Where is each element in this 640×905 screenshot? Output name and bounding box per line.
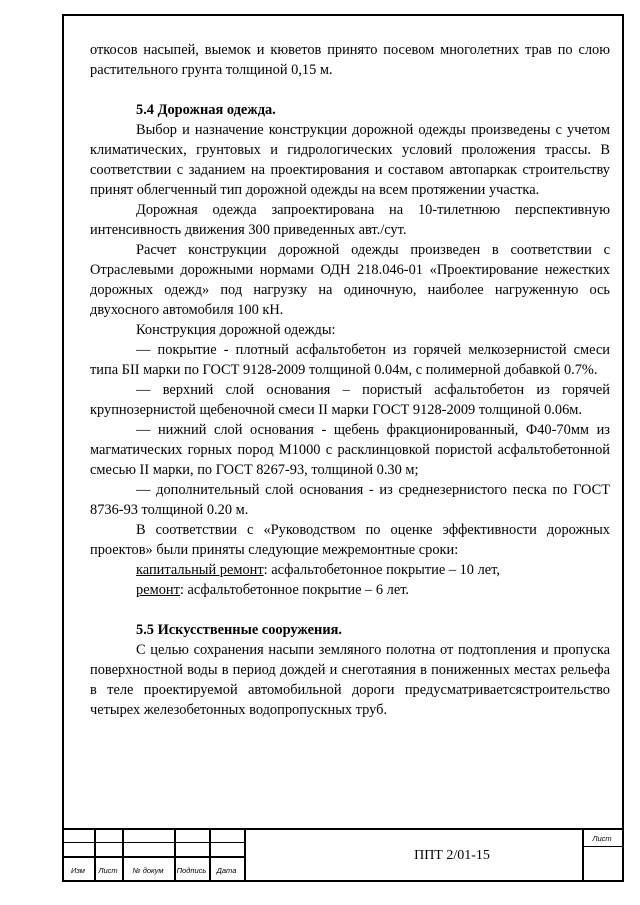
section-heading: 5.4 Дорожная одежда. <box>136 102 276 118</box>
repair-term: капитальный ремонт <box>136 562 264 578</box>
repair-text: : асфальтобетонное покрытие – 6 лет. <box>179 582 410 598</box>
paragraph: откосов насыпей, выемок и кюветов принято посевом многолетних трав по слою растительного грунта толщиной 0,15 м. <box>90 42 610 78</box>
section-heading: 5.5 Искусственные сооружения. <box>136 622 343 638</box>
paragraph: С целью сохранения насыпи земляного полотна от подтопления и пропуска поверхностной воды в период дождей и снеготаяния в пониженных местах рельефа в теле проектируемой автомобильной дороги предусматриваетсястроительство четырех железобетонных водопропускных труб. <box>90 642 610 718</box>
grid-line <box>62 842 244 843</box>
repair-term: ремонт <box>136 582 180 598</box>
col-doc-label: № докум <box>132 866 164 875</box>
repair-text: : асфальтобетонное покрытие – 10 лет, <box>263 562 500 578</box>
paragraph: Выбор и назначение конструкции дорожной одежды произведены с учетом климатических, грунтовых и гидрологических условий проложения трассы. В соответствии с заданием на проектирования и составом автопаркак строительству принят облегченный тип дорожной одежды на всем протяжении участка. <box>90 122 610 198</box>
list-item: — покрытие - плотный асфальтобетон из горячей мелкозернистой смеси типа БII марки по ГОСТ 9128-2009 толщиной 0.04м, с полимерной добавкой 0.7%. <box>90 342 610 378</box>
paragraph: Расчет конструкции дорожной одежды произведен в соответствии с Отраслевыми дорожными нормами ОДН 218.046-01 «Проектирование нежестких дорожных одежд» под нагрузку на одиночную, наиболее нагруженную ось двухосного автомобиля 100 кН. <box>90 242 610 318</box>
paragraph: В соответствии с «Руководством по оценке эффективности дорожных проектов» были приняты следующие межремонтные сроки: <box>90 522 610 558</box>
col-sign-label: Подпись <box>176 866 207 875</box>
list-item: — верхний слой основания – пористый асфальтобетон из горячей крупнозернистой щебеночной смеси II марки ГОСТ 9128-2009 толщиной 0.06м. <box>90 382 610 418</box>
col-date-label: Дата <box>216 866 237 875</box>
repair-line <box>90 580 610 600</box>
sheet-label: Лист <box>592 834 612 843</box>
paragraph: Дорожная одежда запроектирована на 10-тилетнюю перспективную интенсивность движения 300 приведенных авт./сут. <box>90 202 610 238</box>
grid-line <box>582 846 622 847</box>
col-izm-label: Изм <box>71 866 85 875</box>
document-code: ППТ 2/01-15 <box>414 848 490 863</box>
repair-line <box>90 560 610 580</box>
col-list-label: Лист <box>98 866 118 875</box>
document-body <box>90 40 610 720</box>
title-block <box>62 828 624 882</box>
grid-line <box>244 830 246 882</box>
list-item: — дополнительный слой основания - из среднезернистого песка по ГОСТ 8736-93 толщиной 0.20 м. <box>90 482 610 518</box>
grid-line <box>62 856 244 858</box>
paragraph: Конструкция дорожной одежды: <box>136 322 336 338</box>
list-item: — нижний слой основания - щебень фракционированный, Ф40-70мм из магматических горных пород М1000 с расклинцовкой пористой асфальтобетонной смесью II марки, по ГОСТ 8267-93, толщиной 0.30 м; <box>90 422 610 478</box>
